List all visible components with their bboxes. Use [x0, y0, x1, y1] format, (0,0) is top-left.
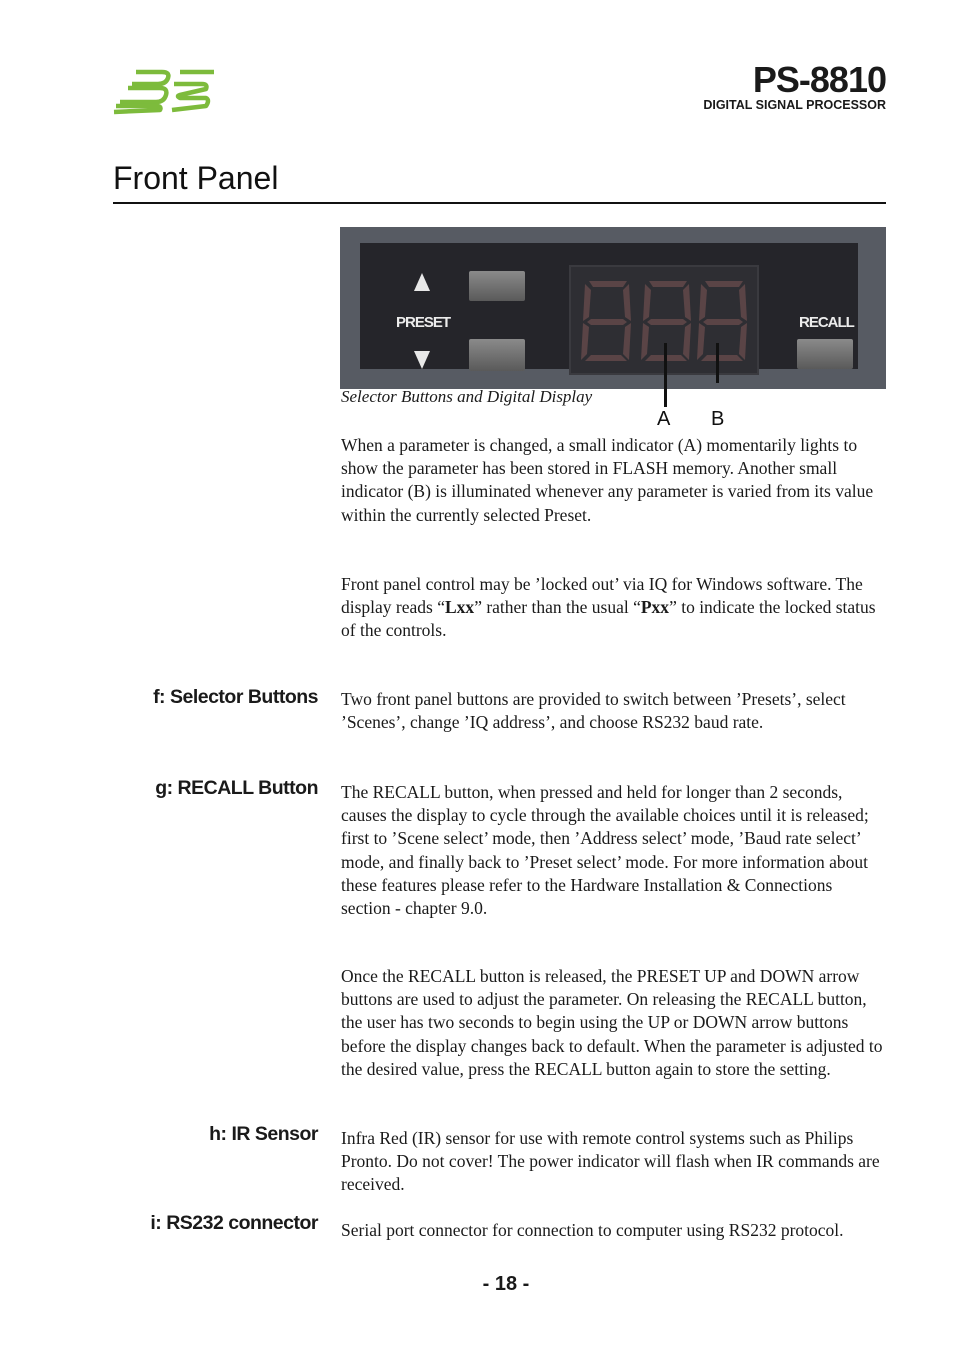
down-arrow-icon — [414, 351, 430, 369]
model-name: PS-8810 — [752, 59, 886, 100]
p2-text-a: Front panel control may be ’locked out’ via IQ for Windows software. The display reads “ — [341, 574, 863, 618]
recall-label: RECALL — [799, 314, 854, 331]
intro-paragraph-2 — [341, 573, 886, 643]
recall-button-text-2: Once the RECALL button is released, the PRESET UP and DOWN arrow buttons are used to adjust the parameter. On releasing the RECALL button, the user has two seconds to begin using the UP or DOWN arrow buttons before the display changes back to default. When the parameter is adjusted to the desired value, press the RECALL button again to store the setting. — [341, 966, 883, 1079]
rs232-connector-text: Serial port connector for connection to computer using RS232 protocol. — [341, 1220, 844, 1240]
recall-button-text-1: The RECALL button, when pressed and held for longer than 2 seconds, causes the display to cycle through the available choices until it is released; first to ’Scene select’ mode, then ’Address select’ mode, ’Baud rate select’ mode, and finally back to ’Preset select’ mode. For more information about these features please refer to the Hardware Installation & Connections section - chapter 9.0. — [341, 782, 869, 919]
recall-button — [797, 339, 853, 369]
rs232-connector-heading: i: RS232 connector — [150, 1212, 318, 1234]
preset-label: PRESET — [396, 314, 451, 331]
ir-sensor-text: Infra Red (IR) sensor for use with remote control systems such as Philips Pronto. Do not cover! The power indicator will flash when IR commands are received. — [341, 1128, 880, 1195]
preset-down-button — [469, 339, 525, 371]
ir-sensor-heading: h: IR Sensor — [209, 1123, 318, 1145]
title-rule — [113, 202, 886, 204]
page-number: - 18 - — [482, 1273, 530, 1295]
panel-face — [360, 243, 858, 369]
lxx-code: Lxx — [445, 597, 475, 618]
front-panel-figure — [340, 227, 886, 389]
intro-paragraph-1: When a parameter is changed, a small indicator (A) momentarily lights to show the parameter has been stored in FLASH memory. Another small indicator (B) is illuminated whenever any parameter is varied from its value within the currently selected Preset. — [341, 435, 874, 525]
indicator-a-label: A — [657, 408, 671, 430]
up-arrow-icon — [414, 273, 430, 291]
indicator-b-label: B — [711, 408, 725, 430]
selector-buttons-text: Two front panel buttons are provided to switch between ’Presets’, select ’Scenes’, change ’IQ address’, and choose RS232 baud rate. — [341, 689, 846, 733]
p2-text-b: ” rather than the usual “ — [474, 597, 641, 618]
bss-logo — [110, 66, 220, 116]
p2-text-c: ” to indicate the locked status of the controls. — [341, 597, 876, 641]
page-title: Front Panel — [113, 160, 279, 196]
recall-button-heading: g: RECALL Button — [155, 777, 318, 799]
figure-caption: Selector Buttons and Digital Display — [341, 387, 593, 406]
pxx-code: Pxx — [640, 597, 670, 618]
selector-buttons-heading: f: Selector Buttons — [153, 686, 318, 708]
preset-up-button — [469, 271, 525, 301]
indicator-a-pointer — [664, 343, 667, 407]
indicator-b-pointer — [716, 343, 719, 383]
product-subtitle: DIGITAL SIGNAL PROCESSOR — [703, 98, 886, 112]
